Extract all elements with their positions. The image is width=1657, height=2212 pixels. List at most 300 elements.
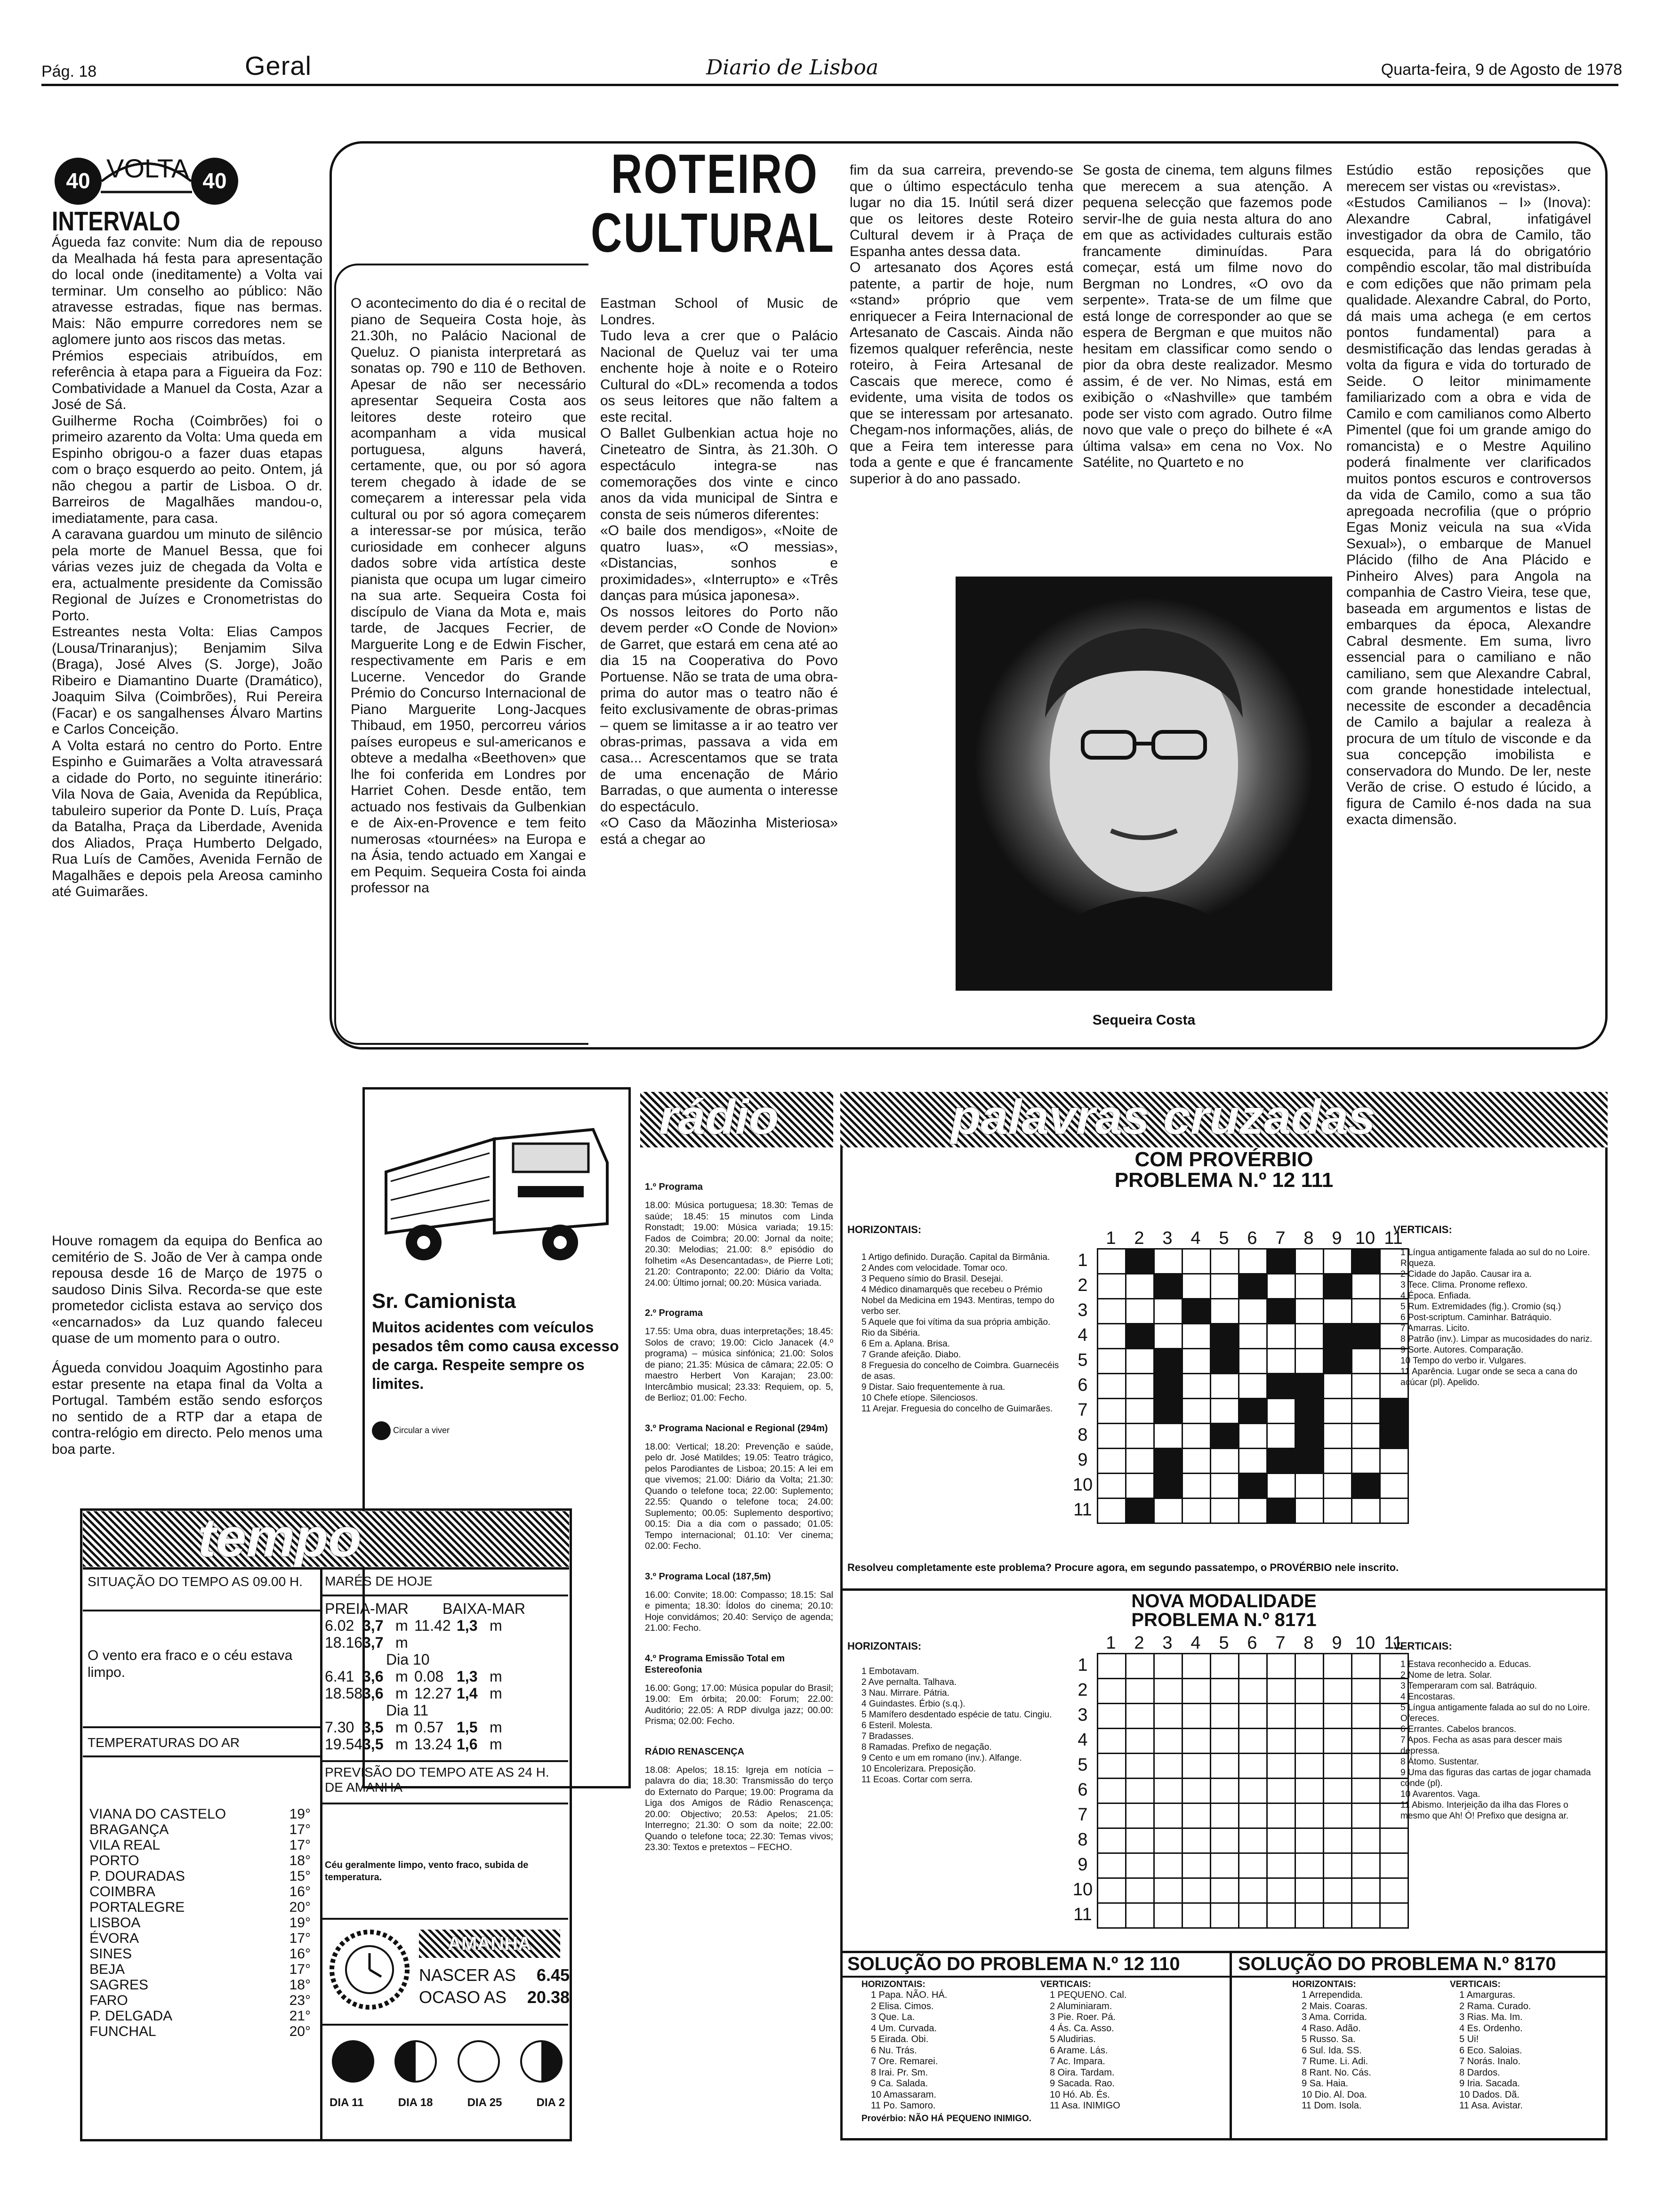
grid-cell[interactable] xyxy=(1126,1803,1154,1828)
grid-cell[interactable] xyxy=(1154,1679,1182,1704)
city-name: LISBOA xyxy=(89,1915,141,1931)
grid-cell[interactable] xyxy=(1154,1729,1182,1754)
grid-cell[interactable] xyxy=(1324,1803,1352,1828)
grid-cell[interactable] xyxy=(1182,1679,1211,1704)
grid-cell[interactable] xyxy=(1352,1903,1380,1928)
grid-cell[interactable] xyxy=(1295,1274,1324,1299)
grid-cell[interactable] xyxy=(1239,1779,1267,1803)
grid-cell[interactable] xyxy=(1239,1679,1267,1704)
grid-cell[interactable] xyxy=(1267,1679,1295,1704)
grid-cell[interactable] xyxy=(1098,1249,1126,1274)
grid-cell[interactable] xyxy=(1267,1654,1295,1679)
grid-cell[interactable] xyxy=(1352,1729,1380,1754)
grid-cell[interactable] xyxy=(1126,1878,1154,1903)
nascer-row xyxy=(419,1965,570,1986)
grid-cell[interactable] xyxy=(1098,1474,1126,1499)
grid-cell[interactable] xyxy=(1154,1754,1182,1779)
grid-cell[interactable] xyxy=(1182,1499,1211,1523)
grid-cell[interactable] xyxy=(1211,1274,1239,1299)
grid-cell[interactable] xyxy=(1267,1249,1295,1274)
grid-cell[interactable] xyxy=(1126,1399,1154,1424)
grid-cell[interactable] xyxy=(1154,1324,1182,1349)
grid-cell[interactable] xyxy=(1295,1399,1324,1424)
grid-cell[interactable] xyxy=(1182,1324,1211,1349)
grid-cell[interactable] xyxy=(1267,1399,1295,1424)
tide-day: Dia 10 xyxy=(386,1651,430,1668)
grid-cell[interactable] xyxy=(1352,1349,1380,1374)
grid-cell[interactable] xyxy=(1380,1878,1408,1903)
grid-cell[interactable] xyxy=(1154,1374,1182,1399)
grid-cell[interactable] xyxy=(1324,1754,1352,1779)
grid-cell[interactable] xyxy=(1154,1274,1182,1299)
grid-cell[interactable] xyxy=(1211,1803,1239,1828)
grid-cell[interactable] xyxy=(1098,1424,1126,1449)
grid-cell[interactable] xyxy=(1380,1249,1408,1274)
grid-cell[interactable] xyxy=(1211,1729,1239,1754)
grid-cell[interactable] xyxy=(1380,1779,1408,1803)
grid-cell[interactable] xyxy=(1182,1878,1211,1903)
city-temp: 17° xyxy=(289,1822,311,1837)
grid-row-number: 1 xyxy=(1078,1655,1088,1675)
grid-cell[interactable] xyxy=(1267,1299,1295,1324)
grid-cell[interactable] xyxy=(1352,1424,1380,1449)
grid-cell[interactable] xyxy=(1182,1654,1211,1679)
grid-cell[interactable] xyxy=(1098,1853,1126,1878)
header-rule xyxy=(41,84,1618,86)
grid-cell[interactable] xyxy=(1182,1399,1211,1424)
grid-cell[interactable] xyxy=(1267,1449,1295,1474)
grid-cell[interactable] xyxy=(1126,1424,1154,1449)
grid-cell[interactable] xyxy=(1380,1349,1408,1374)
grid-cell[interactable] xyxy=(1098,1803,1126,1828)
grid-cell[interactable] xyxy=(1324,1779,1352,1803)
grid-cell[interactable] xyxy=(1182,1274,1211,1299)
temperature-row xyxy=(89,1884,311,1899)
grid-cell[interactable] xyxy=(1380,1729,1408,1754)
tide-row xyxy=(325,1702,565,1719)
grid-cell[interactable] xyxy=(1154,1424,1182,1449)
grid-cell[interactable] xyxy=(1352,1474,1380,1499)
grid-cell[interactable] xyxy=(1126,1249,1154,1274)
grid-cell[interactable] xyxy=(1239,1704,1267,1729)
grid-cell[interactable] xyxy=(1239,1903,1267,1928)
grid-cell[interactable] xyxy=(1380,1704,1408,1729)
grid-cell[interactable] xyxy=(1126,1374,1154,1399)
grid-cell[interactable] xyxy=(1098,1374,1126,1399)
grid-cell[interactable] xyxy=(1126,1449,1154,1474)
grid-cell[interactable] xyxy=(1352,1878,1380,1903)
moon-day: DIA 2 xyxy=(536,2096,565,2109)
grid-cell[interactable] xyxy=(1352,1374,1380,1399)
grid-cell[interactable] xyxy=(1324,1878,1352,1903)
grid-cell[interactable] xyxy=(1182,1249,1211,1274)
grid-cell[interactable] xyxy=(1126,1349,1154,1374)
grid-cell[interactable] xyxy=(1126,1704,1154,1729)
grid-col-number: 5 xyxy=(1219,1228,1229,1248)
grid-cell[interactable] xyxy=(1267,1779,1295,1803)
grid-cell[interactable] xyxy=(1352,1249,1380,1274)
grid-cell[interactable] xyxy=(1267,1349,1295,1374)
grid-cell[interactable] xyxy=(1324,1299,1352,1324)
tide-cell: 6.02 xyxy=(325,1617,354,1634)
grid-cell[interactable] xyxy=(1380,1654,1408,1679)
grid-cell[interactable] xyxy=(1154,1828,1182,1853)
grid-cell[interactable] xyxy=(1154,1803,1182,1828)
grid-cell[interactable] xyxy=(1352,1828,1380,1853)
grid-cell[interactable] xyxy=(1267,1754,1295,1779)
grid-cell[interactable] xyxy=(1295,1828,1324,1853)
grid-cell[interactable] xyxy=(1182,1729,1211,1754)
cruzadas-title: palavras cruzadas xyxy=(951,1090,1375,1145)
grid-cell[interactable] xyxy=(1380,1803,1408,1828)
grid-cell[interactable] xyxy=(1239,1474,1267,1499)
grid-cell[interactable] xyxy=(1324,1654,1352,1679)
grid-cell[interactable] xyxy=(1295,1374,1324,1399)
grid-row-number: 9 xyxy=(1078,1855,1088,1875)
grid-cell[interactable] xyxy=(1211,1704,1239,1729)
grid-cell[interactable] xyxy=(1295,1654,1324,1679)
grid-cell[interactable] xyxy=(1098,1903,1126,1928)
grid-cell[interactable] xyxy=(1324,1349,1352,1374)
grid-cell[interactable] xyxy=(1295,1729,1324,1754)
grid-cell[interactable] xyxy=(1098,1754,1126,1779)
grid-cell[interactable] xyxy=(1182,1853,1211,1878)
situacao-heading: SITUAÇÃO DO TEMPO AS 09.00 H. xyxy=(88,1574,303,1589)
grid-cell[interactable] xyxy=(1324,1903,1352,1928)
grid-cell[interactable] xyxy=(1267,1474,1295,1499)
grid-cell[interactable] xyxy=(1352,1449,1380,1474)
grid-cell[interactable] xyxy=(1154,1654,1182,1679)
grid-cell[interactable] xyxy=(1239,1324,1267,1349)
grid-cell[interactable] xyxy=(1324,1374,1352,1399)
grid-cell[interactable] xyxy=(1211,1779,1239,1803)
grid-cell[interactable] xyxy=(1267,1424,1295,1449)
grid-cell[interactable] xyxy=(1211,1654,1239,1679)
tide-cell: 0.08 xyxy=(414,1668,444,1685)
grid-cell[interactable] xyxy=(1182,1803,1211,1828)
grid-cell[interactable] xyxy=(1295,1349,1324,1374)
grid-cell[interactable] xyxy=(1352,1679,1380,1704)
grid-cell[interactable] xyxy=(1324,1474,1352,1499)
grid-cell[interactable] xyxy=(1324,1499,1352,1523)
city-name: VIANA DO CASTELO xyxy=(89,1806,226,1822)
grid-cell[interactable] xyxy=(1267,1903,1295,1928)
grid-cell[interactable] xyxy=(1154,1704,1182,1729)
grid-cell[interactable] xyxy=(1154,1474,1182,1499)
grid-cell[interactable] xyxy=(1182,1474,1211,1499)
amanha-banner: AMANHA xyxy=(419,1930,560,1958)
grid-cell[interactable] xyxy=(1239,1803,1267,1828)
grid-cell[interactable] xyxy=(1154,1449,1182,1474)
tide-row xyxy=(325,1651,565,1668)
grid-cell[interactable] xyxy=(1352,1779,1380,1803)
grid-cell[interactable] xyxy=(1239,1349,1267,1374)
grid-cell[interactable] xyxy=(1295,1803,1324,1828)
grid-cell[interactable] xyxy=(1182,1754,1211,1779)
temperature-row xyxy=(89,1899,311,1915)
camionista-logo xyxy=(372,1421,450,1440)
mares-rule xyxy=(321,1595,568,1596)
camionista-title: Sr. Camionista xyxy=(372,1290,516,1313)
grid-cell[interactable] xyxy=(1295,1324,1324,1349)
grid-cell[interactable] xyxy=(1211,1324,1239,1349)
grid-cell[interactable] xyxy=(1154,1349,1182,1374)
grid-cell[interactable] xyxy=(1211,1754,1239,1779)
volta-text-3: Águeda convidou Joaquim Agostinho para estar presente na etapa final da Volta a Portugal. Também estão sendo esforços no sentido de a RTP dar a etapa de contra-relógio em directo. Pelo menos uma boa parte. xyxy=(52,1360,322,1457)
tempo-rule-3 xyxy=(83,1726,321,1728)
radio-program-heading: 2.º Programa xyxy=(645,1308,703,1318)
grid-cell[interactable] xyxy=(1098,1349,1126,1374)
grid-cell[interactable] xyxy=(1380,1299,1408,1324)
grid-cell[interactable] xyxy=(1154,1853,1182,1878)
grid-cell[interactable] xyxy=(1126,1729,1154,1754)
grid-cell[interactable] xyxy=(1211,1903,1239,1928)
city-temp: 15° xyxy=(289,1868,311,1884)
grid-cell[interactable] xyxy=(1295,1903,1324,1928)
grid-cell[interactable] xyxy=(1239,1249,1267,1274)
grid-cell[interactable] xyxy=(1239,1499,1267,1523)
grid-cell[interactable] xyxy=(1380,1903,1408,1928)
grid-cell[interactable] xyxy=(1295,1249,1324,1274)
grid-cell[interactable] xyxy=(1182,1299,1211,1324)
grid-cell[interactable] xyxy=(1182,1704,1211,1729)
grid-cell[interactable] xyxy=(1267,1324,1295,1349)
grid-cell[interactable] xyxy=(1098,1828,1126,1853)
grid-cell[interactable] xyxy=(1380,1828,1408,1853)
grid-row-number: 2 xyxy=(1078,1680,1088,1700)
grid-cell[interactable] xyxy=(1182,1374,1211,1399)
grid-cell[interactable] xyxy=(1324,1249,1352,1274)
grid-cell[interactable] xyxy=(1126,1679,1154,1704)
city-name: COIMBRA xyxy=(89,1884,156,1899)
grid-cell[interactable] xyxy=(1126,1324,1154,1349)
grid-cell[interactable] xyxy=(1352,1704,1380,1729)
grid-cell[interactable] xyxy=(1267,1274,1295,1299)
grid-cell[interactable] xyxy=(1380,1474,1408,1499)
grid-cell[interactable] xyxy=(1295,1704,1324,1729)
grid-cell[interactable] xyxy=(1380,1449,1408,1474)
grid-cell[interactable] xyxy=(1126,1828,1154,1853)
grid-cell[interactable] xyxy=(1352,1754,1380,1779)
grid-cell[interactable] xyxy=(1239,1878,1267,1903)
tempo-rule xyxy=(83,1567,569,1570)
grid-cell[interactable] xyxy=(1154,1878,1182,1903)
grid-cell[interactable] xyxy=(1380,1679,1408,1704)
city-temp: 18° xyxy=(289,1853,311,1868)
grid-cell[interactable] xyxy=(1352,1803,1380,1828)
p1-hor-label: HORIZONTAIS: xyxy=(847,1224,922,1235)
tempo-rule-4 xyxy=(83,1755,321,1757)
grid-cell[interactable] xyxy=(1380,1499,1408,1523)
grid-cell[interactable] xyxy=(1324,1679,1352,1704)
grid-cell[interactable] xyxy=(1267,1853,1295,1878)
grid-cell[interactable] xyxy=(1154,1249,1182,1274)
tide-cell: 1,4 xyxy=(457,1685,478,1702)
grid-cell[interactable] xyxy=(1154,1399,1182,1424)
grid-cell[interactable] xyxy=(1211,1374,1239,1399)
grid-cell[interactable] xyxy=(1211,1474,1239,1499)
grid-cell[interactable] xyxy=(1154,1903,1182,1928)
grid-cell[interactable] xyxy=(1380,1374,1408,1399)
grid-cell[interactable] xyxy=(1324,1729,1352,1754)
grid-cell[interactable] xyxy=(1324,1424,1352,1449)
grid-cell[interactable] xyxy=(1211,1299,1239,1324)
grid-cell[interactable] xyxy=(1324,1853,1352,1878)
grid-cell[interactable] xyxy=(1380,1424,1408,1449)
temperature-row xyxy=(89,2008,311,2024)
grid-cell[interactable] xyxy=(1182,1828,1211,1853)
grid-cell[interactable] xyxy=(1182,1424,1211,1449)
city-temp: 17° xyxy=(289,1962,311,1977)
grid-cell[interactable] xyxy=(1211,1853,1239,1878)
grid-cell[interactable] xyxy=(1324,1449,1352,1474)
grid-cell[interactable] xyxy=(1352,1274,1380,1299)
grid-cell[interactable] xyxy=(1352,1654,1380,1679)
grid-cell[interactable] xyxy=(1295,1754,1324,1779)
grid-cell[interactable] xyxy=(1211,1424,1239,1449)
tempo-divider xyxy=(320,1567,322,2140)
tide-cell: 18.58 xyxy=(325,1685,363,1702)
grid-cell[interactable] xyxy=(1239,1754,1267,1779)
grid-cell[interactable] xyxy=(1295,1853,1324,1878)
city-temp: 16° xyxy=(289,1884,311,1899)
grid-cell[interactable] xyxy=(1126,1903,1154,1928)
grid-cell[interactable] xyxy=(1295,1424,1324,1449)
grid-cell[interactable] xyxy=(1267,1374,1295,1399)
grid-cell[interactable] xyxy=(1126,1474,1154,1499)
grid-cell[interactable] xyxy=(1098,1274,1126,1299)
grid-cell[interactable] xyxy=(1295,1779,1324,1803)
grid-cell[interactable] xyxy=(1126,1654,1154,1679)
grid-cell[interactable] xyxy=(1239,1729,1267,1754)
p1-note: Resolveu completamente este problema? Procure agora, em segundo passatempo, o PROVÉRBIO nele inscrito. xyxy=(847,1562,1399,1573)
grid-cell[interactable] xyxy=(1098,1729,1126,1754)
city-name: BRAGANÇA xyxy=(89,1822,169,1837)
grid-cell[interactable] xyxy=(1295,1878,1324,1903)
grid-cell[interactable] xyxy=(1182,1349,1211,1374)
grid-col-number: 5 xyxy=(1219,1633,1229,1653)
grid-cell[interactable] xyxy=(1324,1324,1352,1349)
grid-cell[interactable] xyxy=(1211,1878,1239,1903)
grid-cell[interactable] xyxy=(1239,1424,1267,1449)
grid-cell[interactable] xyxy=(1154,1299,1182,1324)
grid-cell[interactable] xyxy=(1239,1374,1267,1399)
grid-cell[interactable] xyxy=(1126,1754,1154,1779)
grid-cell[interactable] xyxy=(1211,1679,1239,1704)
grid-cell[interactable] xyxy=(1239,1853,1267,1878)
grid-cell[interactable] xyxy=(1380,1754,1408,1779)
grid-cell[interactable] xyxy=(1295,1299,1324,1324)
grid-cell[interactable] xyxy=(1239,1449,1267,1474)
grid-cell[interactable] xyxy=(1211,1249,1239,1274)
moon-rule xyxy=(321,2024,568,2026)
grid-cell[interactable] xyxy=(1239,1828,1267,1853)
radio-program-listing: 18.00: Vertical; 18.20: Prevenção e saúde, pelo dr. José Matildes; 19.05: Teatro trágico, pelos Parodiantes de Lisboa; 20.15: A lei em que vivemos; 21.00: Diário da Volta; 21.30: Quando o telefone toca; 22.00: Suplemento; 22.55: Quando o telefone toca; 24.00: Suplemento; 00.05: Suplemento desportivo; 00.15: Dia a dia com o passado; 01.05: Tempo internacional; 01.10: Ver cinema; 02.00: Fecho. xyxy=(645,1441,833,1551)
grid-cell[interactable] xyxy=(1098,1449,1126,1474)
grid-cell[interactable] xyxy=(1295,1474,1324,1499)
grid-cell[interactable] xyxy=(1126,1853,1154,1878)
grid-cell[interactable] xyxy=(1267,1704,1295,1729)
grid-row-number: 6 xyxy=(1078,1780,1088,1800)
grid-cell[interactable] xyxy=(1126,1299,1154,1324)
grid-cell[interactable] xyxy=(1324,1704,1352,1729)
grid-col-number: 1 xyxy=(1106,1228,1116,1248)
grid-cell[interactable] xyxy=(1324,1828,1352,1853)
grid-cell[interactable] xyxy=(1267,1499,1295,1523)
grid-cell[interactable] xyxy=(1182,1779,1211,1803)
grid-cell[interactable] xyxy=(1267,1729,1295,1754)
grid-cell[interactable] xyxy=(1324,1274,1352,1299)
grid-cell[interactable] xyxy=(1267,1828,1295,1853)
roteiro-col-2: Eastman School of Music de Londres. Tudo leva a crer que o Palácio Nacional de Queluz vai ter uma enchente hoje à noite e o Roteiro Cultural do «DL» recomenda a todos os seus leitores que não faltem a este recital. O Ballet Gulbenkian actua hoje no Cineteatro de Sintra, às 21.30h. O espectáculo integra-se nas comemorações dos vinte e cinco anos da vida municipal de Sintra e consta de seis números diferentes: «O baile dos mendigos», «Noite de quatro luas», «O messias», «Distancias, sonhos e proximidades», «Interrupto» e «Três danças para música japonesa». Os nossos leitores do Porto não devem perder «O Conde de Novion» de Garret, que estará em cena até ao dia 15 na Cooperativa do Povo Portuense. Não se trata de uma obra-prima do autor mas o teatro não é feito exclusivamente de obras-primas – quem se limitasse a ir ao teatro ver obras-primas, passava a vida em casa... Acrescentamos que se trata de uma encenação de Mário Barradas, o que aumenta o interesse do espectáculo. «O Caso da Mãozinha Misteriosa» está a chegar ao xyxy=(600,296,838,847)
grid-cell[interactable] xyxy=(1098,1654,1126,1679)
grid-cell[interactable] xyxy=(1239,1654,1267,1679)
grid-cell[interactable] xyxy=(1352,1853,1380,1878)
grid-cell[interactable] xyxy=(1239,1399,1267,1424)
city-name: P. DOURADAS xyxy=(89,1868,185,1884)
grid-cell[interactable] xyxy=(1098,1399,1126,1424)
grid-cell[interactable] xyxy=(1295,1499,1324,1523)
grid-cell[interactable] xyxy=(1295,1449,1324,1474)
sol-divider xyxy=(1230,1951,1232,2140)
tide-cell: m xyxy=(395,1685,408,1702)
grid-cell[interactable] xyxy=(1154,1779,1182,1803)
grid-cell[interactable] xyxy=(1098,1324,1126,1349)
grid-cell[interactable] xyxy=(1098,1704,1126,1729)
grid-cell[interactable] xyxy=(1126,1499,1154,1523)
grid-cell[interactable] xyxy=(1098,1679,1126,1704)
grid-cell[interactable] xyxy=(1182,1449,1211,1474)
volta-text-1: Águeda faz convite: Num dia de repouso da Mealhada há festa para apresentação do local onde (ineditamente) a Volta vai terminar. Um conselho ao público: Não atravesse estradas, fique nas bermas. Mais: Não empurre corredores nem se aglomere junto aos riscos das metas. Prémios especiais atribuídos, em referência à etapa para a Figueira da Foz: Combatividade a Manuel da Costa, Azar a José de Sá. Guilherme Rocha (Coimbrões) foi o primeiro azarento da Volta: Uma queda em Espinho obrigou-o a fazer duas etapas com o braço esquerdo ao peito. Ontem, já não chegou a partir de Lisboa. O dr. Barreiros de Magalhães mandou-o, imediatamente, para casa. A caravana guardou um minuto de silêncio pela morte de Manuel Bessa, que foi várias vezes juiz de chegada da Volta e era, actualmente presidente da Comissão Regional de Juízes e Cronometristas do Porto. Estreantes nesta Volta: Elias Campos (Lousa/Trinaranjus); Benjamim Silva (Braga), José Alves (S. Jorge), João Ribeiro e Diamantino Duarte (Dramático), Joaquim Silva (Coimbrões), Rui Pereira (Facar) e os sangalhenses Álvaro Martins e Carlos Conceição. A Volta estará no centro do Porto. Entre Espinho e Guimarães a Volta atravessará a cidade do Porto, no seguinte itinerário: Vila Nova de Gaia, Avenida da República, tabuleiro superior da Ponte D. Luís, Praça da Batalha, Praça da Liberdade, Avenida dos Aliados, Praça Humberto Delgado, Rua Luís de Camões, Avenida Fernão de Magalhães e depois pela Areosa caminho até Guimarães. xyxy=(52,234,322,899)
grid-cell[interactable] xyxy=(1295,1679,1324,1704)
grid-cell[interactable] xyxy=(1211,1349,1239,1374)
grid-cell[interactable] xyxy=(1352,1399,1380,1424)
grid-cell[interactable] xyxy=(1098,1499,1126,1523)
grid-cell[interactable] xyxy=(1267,1878,1295,1903)
grid-cell[interactable] xyxy=(1352,1324,1380,1349)
moon-day: DIA 11 xyxy=(330,2096,364,2109)
grid-cell[interactable] xyxy=(1211,1499,1239,1523)
grid-col-number: 8 xyxy=(1303,1228,1314,1248)
grid-cell[interactable] xyxy=(1126,1274,1154,1299)
grid-cell[interactable] xyxy=(1352,1499,1380,1523)
grid-cell[interactable] xyxy=(1380,1399,1408,1424)
grid-cell[interactable] xyxy=(1182,1903,1211,1928)
grid-cell[interactable] xyxy=(1154,1499,1182,1523)
city-name: BEJA xyxy=(89,1962,125,1977)
radio-program-heading: 3.º Programa Local (187,5m) xyxy=(645,1571,771,1582)
grid-cell[interactable] xyxy=(1267,1803,1295,1828)
grid-cell[interactable] xyxy=(1211,1828,1239,1853)
grid-cell[interactable] xyxy=(1239,1274,1267,1299)
grid-cell[interactable] xyxy=(1211,1399,1239,1424)
grid-cell[interactable] xyxy=(1380,1274,1408,1299)
tide-cell xyxy=(457,1634,490,1651)
grid-cell[interactable] xyxy=(1098,1878,1126,1903)
grid-cell[interactable] xyxy=(1098,1299,1126,1324)
tide-cell: 13.24 xyxy=(414,1736,452,1753)
grid-cell[interactable] xyxy=(1352,1299,1380,1324)
grid-cell[interactable] xyxy=(1380,1324,1408,1349)
grid-cell[interactable] xyxy=(1380,1853,1408,1878)
grid-cell[interactable] xyxy=(1098,1779,1126,1803)
grid-cell[interactable] xyxy=(1324,1399,1352,1424)
grid-cell[interactable] xyxy=(1211,1449,1239,1474)
grid-cell[interactable] xyxy=(1239,1299,1267,1324)
tide-cell: m xyxy=(490,1685,502,1702)
grid-cell[interactable] xyxy=(1126,1779,1154,1803)
grid-row-number: 11 xyxy=(1073,1500,1092,1520)
